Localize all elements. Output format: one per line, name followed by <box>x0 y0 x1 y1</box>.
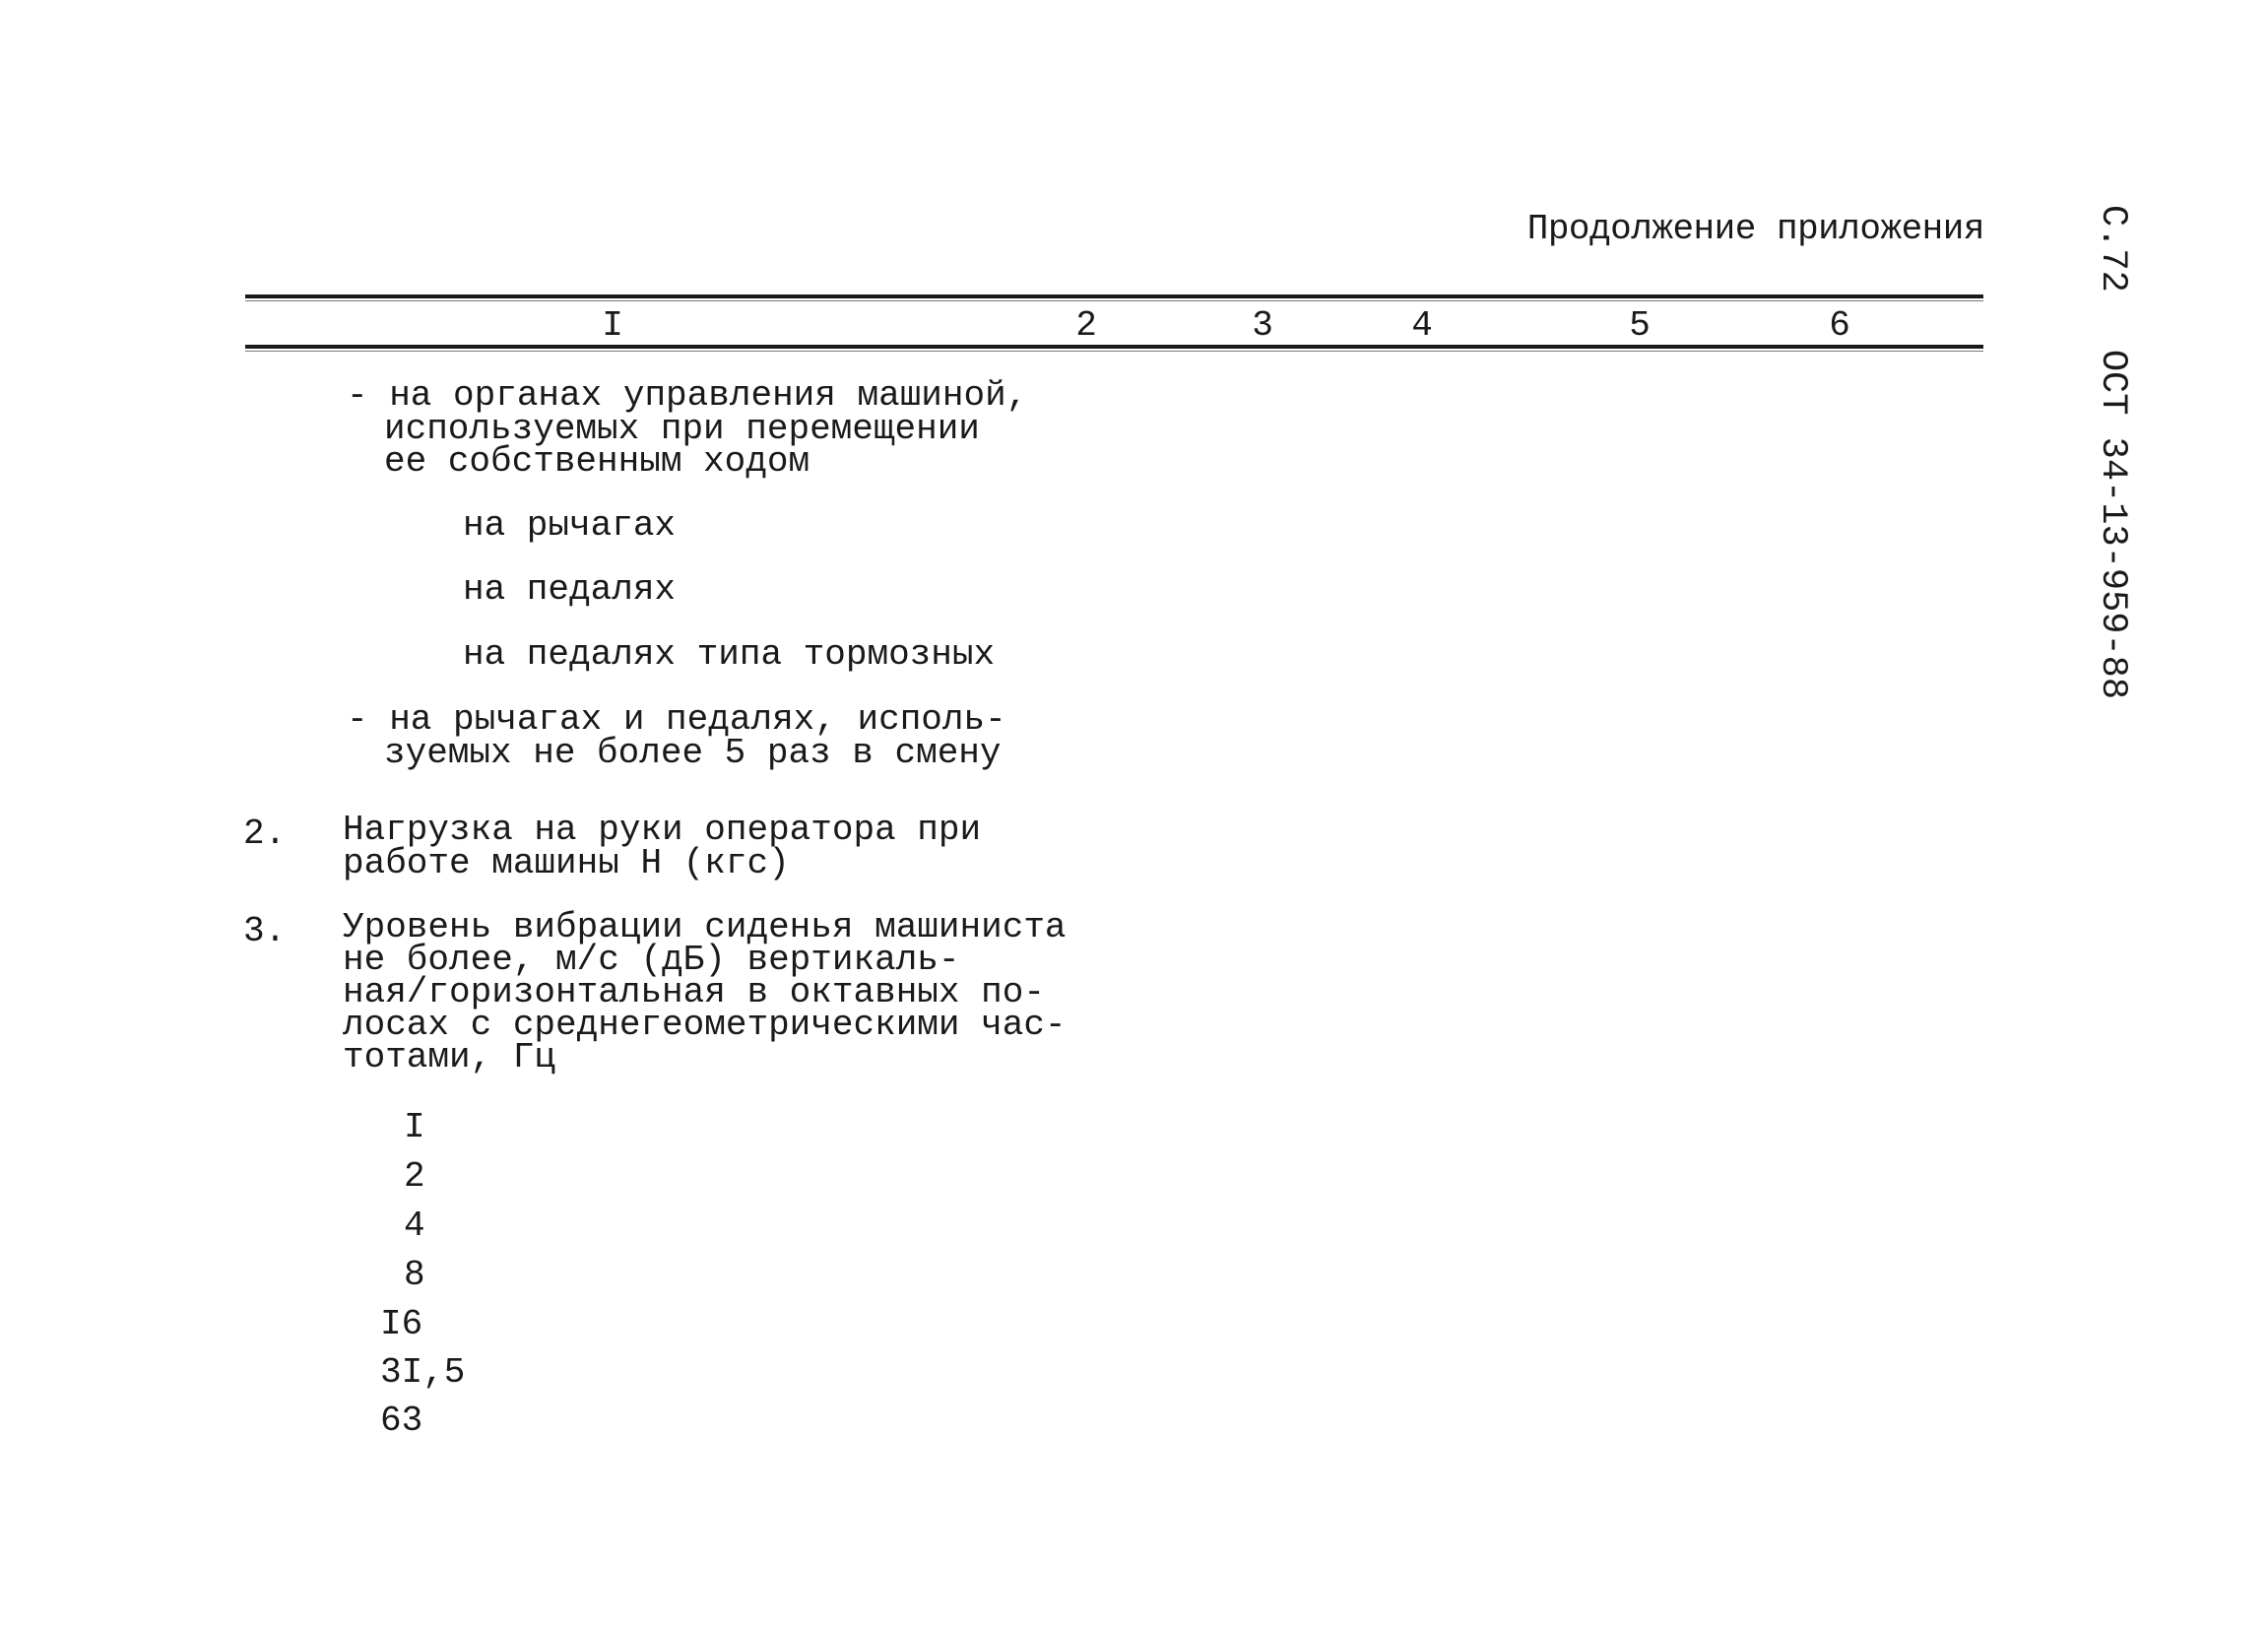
column-header-6: 6 <box>1829 305 1850 346</box>
item-3-line-5: тотами, Гц <box>343 1037 556 1077</box>
column-header-1: I <box>602 305 623 346</box>
item-3-line-4: лосах с среднегеометрическими час- <box>343 1005 1067 1045</box>
column-header-3: 3 <box>1252 305 1273 346</box>
item-3-number: 3. <box>243 911 287 951</box>
standard-code: ОСТ 34-13-959-88 <box>2092 349 2133 700</box>
frequency-16: I6 <box>380 1304 423 1344</box>
controls-line-1: - на органах управления машиной, <box>347 375 1028 416</box>
controls-line-3: ее собственным ходом <box>384 441 810 482</box>
item-2-line-1: Нагрузка на руки оператора при <box>343 810 982 850</box>
column-header-2: 2 <box>1075 305 1097 346</box>
table-header-rule <box>245 345 1983 349</box>
frequency-4: 4 <box>404 1206 425 1246</box>
table-top-rule-thin <box>245 300 1983 301</box>
frequency-63: 63 <box>380 1401 423 1441</box>
page-number: С.72 <box>2092 205 2133 293</box>
item-3-line-3: ная/горизонтальная в октавных по- <box>343 972 1045 1012</box>
frequency-31-5: 3I,5 <box>380 1352 466 1393</box>
column-header-4: 4 <box>1411 305 1433 346</box>
side-annotation <box>2092 205 2133 699</box>
column-header-5: 5 <box>1629 305 1651 346</box>
controls-line-2: используемых при перемещении <box>384 409 980 449</box>
frequency-2: 2 <box>404 1156 425 1197</box>
frequency-1: I <box>404 1107 425 1147</box>
frequency-8: 8 <box>404 1255 425 1295</box>
brake-pedals-row: на педалях типа тормозных <box>463 634 996 675</box>
table-header-rule-thin <box>245 351 1983 352</box>
rare-use-line-1: - на рычагах и педалях, исполь- <box>347 699 1006 740</box>
levers-row: на рычагах <box>463 505 677 546</box>
item-3-line-1: Уровень вибрации сиденья машиниста <box>343 907 1067 947</box>
item-3-line-2: не более, м/с (дБ) вертикаль- <box>343 940 960 980</box>
rare-use-line-2: зуемых не более 5 раз в смену <box>384 733 1002 773</box>
item-2-line-2: работе машины Н (кгс) <box>343 843 790 883</box>
table-top-rule <box>245 294 1983 298</box>
pedals-row: на педалях <box>463 569 677 610</box>
continuation-title: Продолжение приложения <box>1526 209 1984 249</box>
item-2-number: 2. <box>243 814 287 854</box>
